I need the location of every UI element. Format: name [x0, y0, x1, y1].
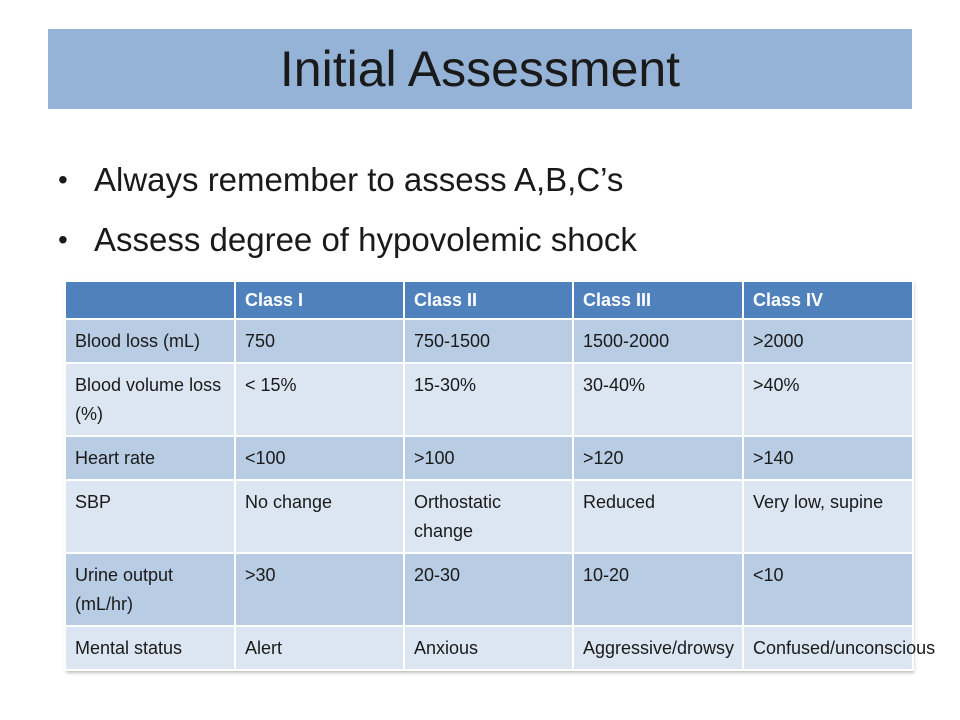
row-label: Urine output (mL/hr)	[65, 553, 235, 626]
table-cell: Confused/unconscious	[743, 626, 913, 670]
table-cell: 15-30%	[404, 363, 573, 436]
table-cell: >100	[404, 436, 573, 480]
bullet-item	[58, 152, 918, 208]
row-label: Heart rate	[65, 436, 235, 480]
bullet-item	[58, 212, 918, 268]
bullet-dot-icon: •	[58, 224, 68, 255]
header-cell: Class I	[235, 281, 404, 319]
header-cell: Class III	[573, 281, 743, 319]
shock-classification-table	[64, 280, 936, 671]
row-label: Mental status	[65, 626, 235, 670]
table-cell: Reduced	[573, 480, 743, 553]
table-cell: Orthostatic change	[404, 480, 573, 553]
header-cell	[65, 281, 235, 319]
bullet-text: Assess degree of hypovolemic shock	[94, 221, 637, 258]
table-cell: 1500-2000	[573, 319, 743, 363]
table-row	[65, 480, 913, 553]
table-cell: >120	[573, 436, 743, 480]
table-row	[65, 319, 913, 363]
table-cell: Aggressive/drowsy	[573, 626, 743, 670]
header-cell: Class IV	[743, 281, 913, 319]
table-row	[65, 363, 913, 436]
table-cell: Alert	[235, 626, 404, 670]
table-cell: < 15%	[235, 363, 404, 436]
table-cell: No change	[235, 480, 404, 553]
bullet-list	[58, 152, 918, 272]
title-banner	[48, 29, 912, 109]
table-cell: <10	[743, 553, 913, 626]
bullet-text: Always remember to assess A,B,C’s	[94, 161, 624, 198]
slide-title: Initial Assessment	[279, 41, 681, 97]
row-label: Blood volume loss (%)	[65, 363, 235, 436]
row-label: Blood loss (mL)	[65, 319, 235, 363]
table-row	[65, 436, 913, 480]
table-cell: 750-1500	[404, 319, 573, 363]
table-cell: 10-20	[573, 553, 743, 626]
table-cell: >40%	[743, 363, 913, 436]
table-cell: Very low, supine	[743, 480, 913, 553]
table	[64, 280, 936, 671]
table-cell: 20-30	[404, 553, 573, 626]
table-cell: 750	[235, 319, 404, 363]
table-cell: Anxious	[404, 626, 573, 670]
table-cell: >2000	[743, 319, 913, 363]
table-cell: 30-40%	[573, 363, 743, 436]
header-cell: Class II	[404, 281, 573, 319]
bullet-dot-icon: •	[58, 164, 68, 195]
table-header-row	[65, 281, 913, 319]
row-label: SBP	[65, 480, 235, 553]
table-cell: >30	[235, 553, 404, 626]
table-cell: >140	[743, 436, 913, 480]
table-row	[65, 626, 913, 670]
table-row	[65, 553, 913, 626]
table-cell: <100	[235, 436, 404, 480]
